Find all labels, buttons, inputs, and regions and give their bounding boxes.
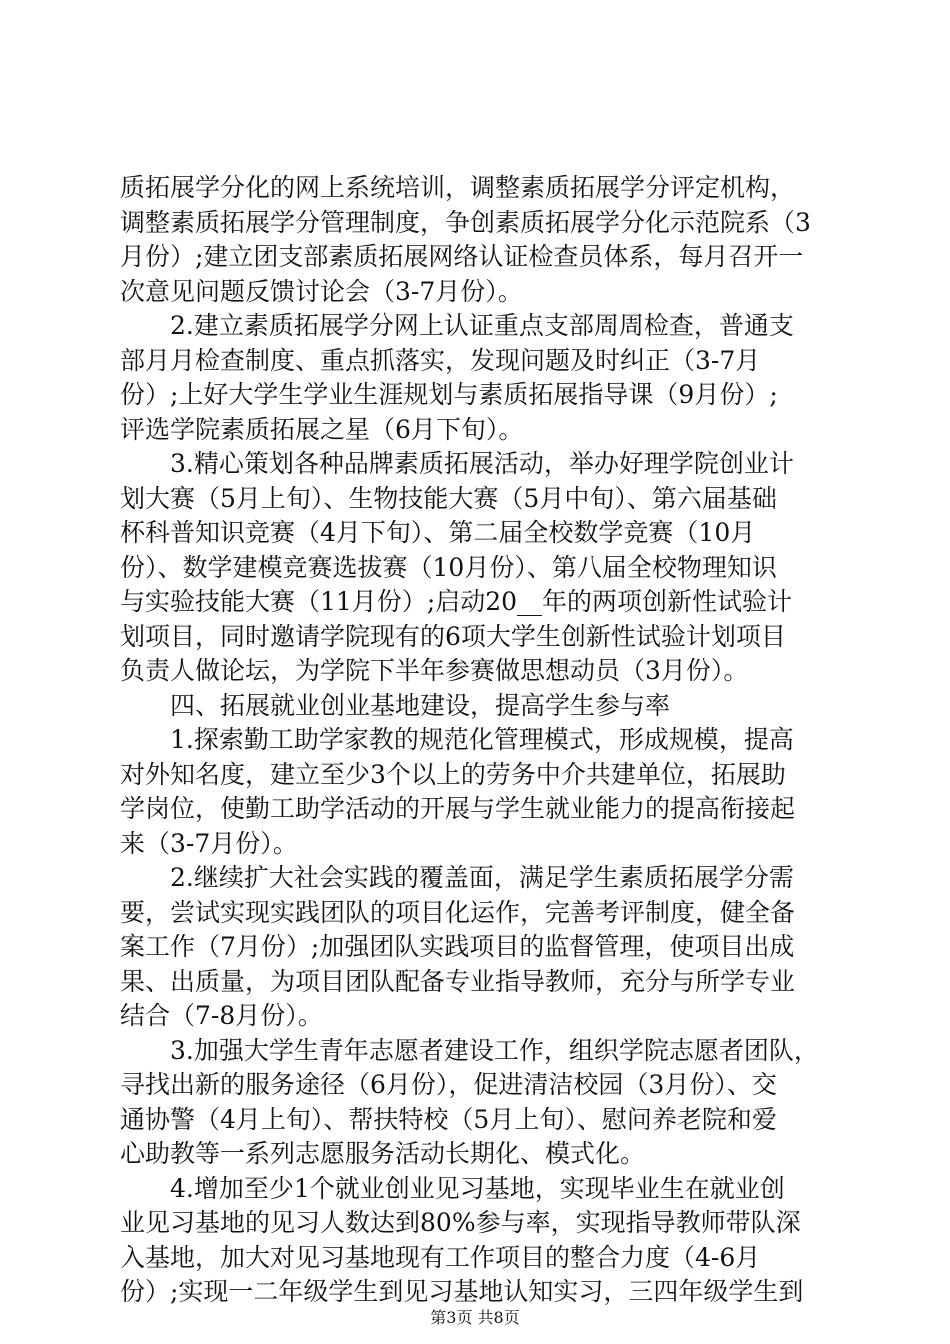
text-line: 1.探索勤工助学家教的规范化管理模式，形成规模，提高 [170,725,794,754]
text-line: 心助教等一系列志愿服务活动长期化、模式化。 [120,1139,646,1168]
text-line: 结合（7-8月份）。 [120,1001,323,1030]
text-line: 划项目，同时邀请学院现有的6项大学生创新性试验计划项目 [120,621,786,651]
text-line: 业见习基地的见习人数达到80%参与率，实现指导教师带队深 [120,1208,801,1237]
text-line: 部月月检查制度、重点抓落实，发现问题及时纠正（3-7月 [120,345,761,375]
text-line: 学岗位，使勤工助学活动的开展与学生就业能力的提高衔接起 [120,794,796,823]
document-body [120,171,830,1310]
text-line: 四、拓展就业创业基地建设，提高学生参与率 [170,690,671,720]
text-line: 负责人做论坛，为学院下半年参赛做思想动员（3月份）。 [120,656,749,685]
text-line: 入基地，加大对见习基地现有工作项目的整合力度（4-6月 [120,1242,761,1272]
text-line: 与实验技能大赛（11月份）;启动20__年的两项创新性试验计 [120,587,793,616]
text-line: 质拓展学分化的网上系统培训，调整素质拓展学分评定机构， [120,173,796,202]
text-line: 份）;实现一二年级学生到见习基地认知实习，三四年级学生到 [120,1277,804,1306]
text-line: 调整素质拓展学分管理制度，争创素质拓展学分化示范院系（3 [120,207,811,237]
text-line: 次意见问题反馈讨论会（3-7月份）。 [120,276,523,306]
text-line: 对外知名度，建立至少3个以上的劳务中介共建单位，拓展助 [120,759,786,789]
text-line: 果、出质量，为项目团队配备专业指导教师，充分与所学专业 [120,966,796,996]
text-line: 评选学院素质拓展之星（6月下旬）。 [120,414,524,444]
text-line: 月份）;建立团支部素质拓展网络认证检查员体系，每月召开一 [120,242,804,271]
text-line: 份）、数学建模竞赛选拔赛（10月份）、第八届全校物理知识 [120,552,777,582]
text-line: 要，尝试实现实践团队的项目化运作，完善考评制度，健全备 [120,897,796,927]
text-line: 3.精心策划各种品牌素质拓展活动，举办好理学院创业计 [170,449,794,478]
text-line: 来（3-7月份）。 [120,828,298,858]
text-line: 杯科普知识竞赛（4月下旬）、第二届全校数学竞赛（10月 [120,518,756,547]
page-number-footer: 第3页 共8页 [430,1308,520,1327]
text-line: 案工作（7月份）;加强团队实践项目的监督管理，使项目出成 [120,932,795,961]
text-line: 2.建立素质拓展学分网上认证重点支部周周检查，普通支 [170,311,794,340]
text-line: 份）;上好大学生学业生涯规划与素质拓展指导课（9月份）; [120,380,778,409]
text-line: 3.加强大学生青年志愿者建设工作，组织学院志愿者团队， [170,1035,819,1065]
text-line: 划大赛（5月上旬）、生物技能大赛（5月中旬）、第六届基础 [120,483,777,513]
text-line: 2.继续扩大社会实践的覆盖面，满足学生素质拓展学分需 [170,863,794,892]
text-line: 寻找出新的服务途径（6月份），促进清洁校园（3月份）、交 [120,1070,777,1099]
text-line: 通协警（4月上旬）、帮扶特校（5月上旬）、慰问养老院和爱 [120,1104,777,1134]
text-line: 4.增加至少1个就业创业见习基地，实现毕业生在就业创 [170,1173,785,1203]
